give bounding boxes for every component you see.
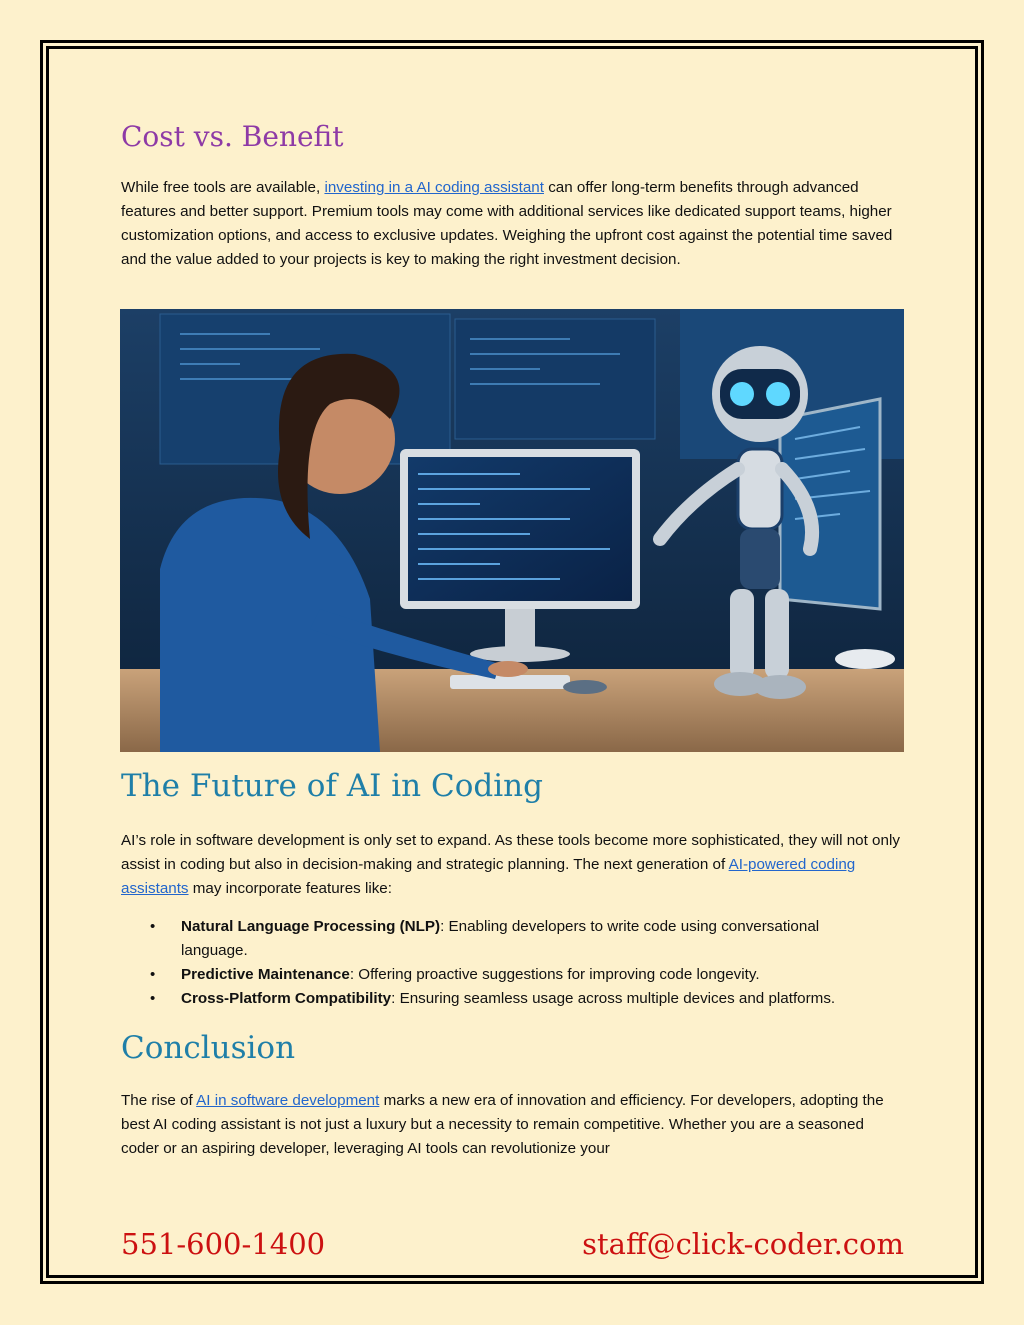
feature-term: Natural Language Processing (NLP) [181,918,441,935]
hero-illustration-woman-and-robot [120,309,904,752]
footer-email[interactable]: staff@click-coder.com [582,1227,904,1261]
text-segment: may incorporate features like: [188,880,392,897]
text-segment: AI’s role in software development is only set to expand. As these tools become more sophisticated, they will not only assist in coding but also in decision-making and strategic planning. The next generation of [121,832,900,873]
feature-list [121,915,904,1011]
text-segment: The rise of [121,1092,197,1109]
link-investing-ai-assistant[interactable]: investing in a AI coding assistant [324,179,544,196]
paragraph-cost-benefit [121,176,904,272]
feature-desc: : Offering proactive suggestions for improving code longevity. [349,966,760,983]
feature-desc: : Enabling developers to write code using conversational language. [181,918,820,959]
footer-phone[interactable]: 551-600-1400 [121,1227,326,1261]
list-item [121,915,904,963]
text-segment: While free tools are available, [121,179,325,196]
bullet-icon: • [150,966,156,983]
text-segment: can offer long-term benefits through advanced features and better support. Premium tools may come with additional services like dedicated support teams, higher customization options, and access to exclusive updates. Weighing the upfront cost against the potential time saved and the value added to your projects is key to making the right investment decision. [121,179,893,268]
paragraph-future [121,829,904,901]
link-ai-powered-assistants[interactable]: AI-powered coding assistants [121,856,856,897]
feature-term: Cross-Platform Compatibility [181,990,392,1007]
bullet-icon: • [150,918,156,935]
heading-future-of-ai: The Future of AI in Coding [121,768,543,804]
link-ai-in-software-dev[interactable]: AI in software development [196,1092,380,1109]
heading-cost-vs-benefit: Cost vs. Benefit [121,120,344,153]
feature-desc: : Ensuring seamless usage across multiple devices and platforms. [391,990,836,1007]
paragraph-conclusion [121,1089,904,1161]
heading-conclusion: Conclusion [121,1030,296,1066]
feature-term: Predictive Maintenance [181,966,350,983]
text-segment: marks a new era of innovation and efficiency. For developers, adopting the best AI coding assistant is not just a luxury but a necessity to remain competitive. Whether you are a seasoned coder or an aspiring developer, leveraging AI tools can revolutionize your [121,1092,884,1157]
bullet-icon: • [150,990,156,1007]
list-item [121,963,904,987]
list-item [121,987,904,1011]
